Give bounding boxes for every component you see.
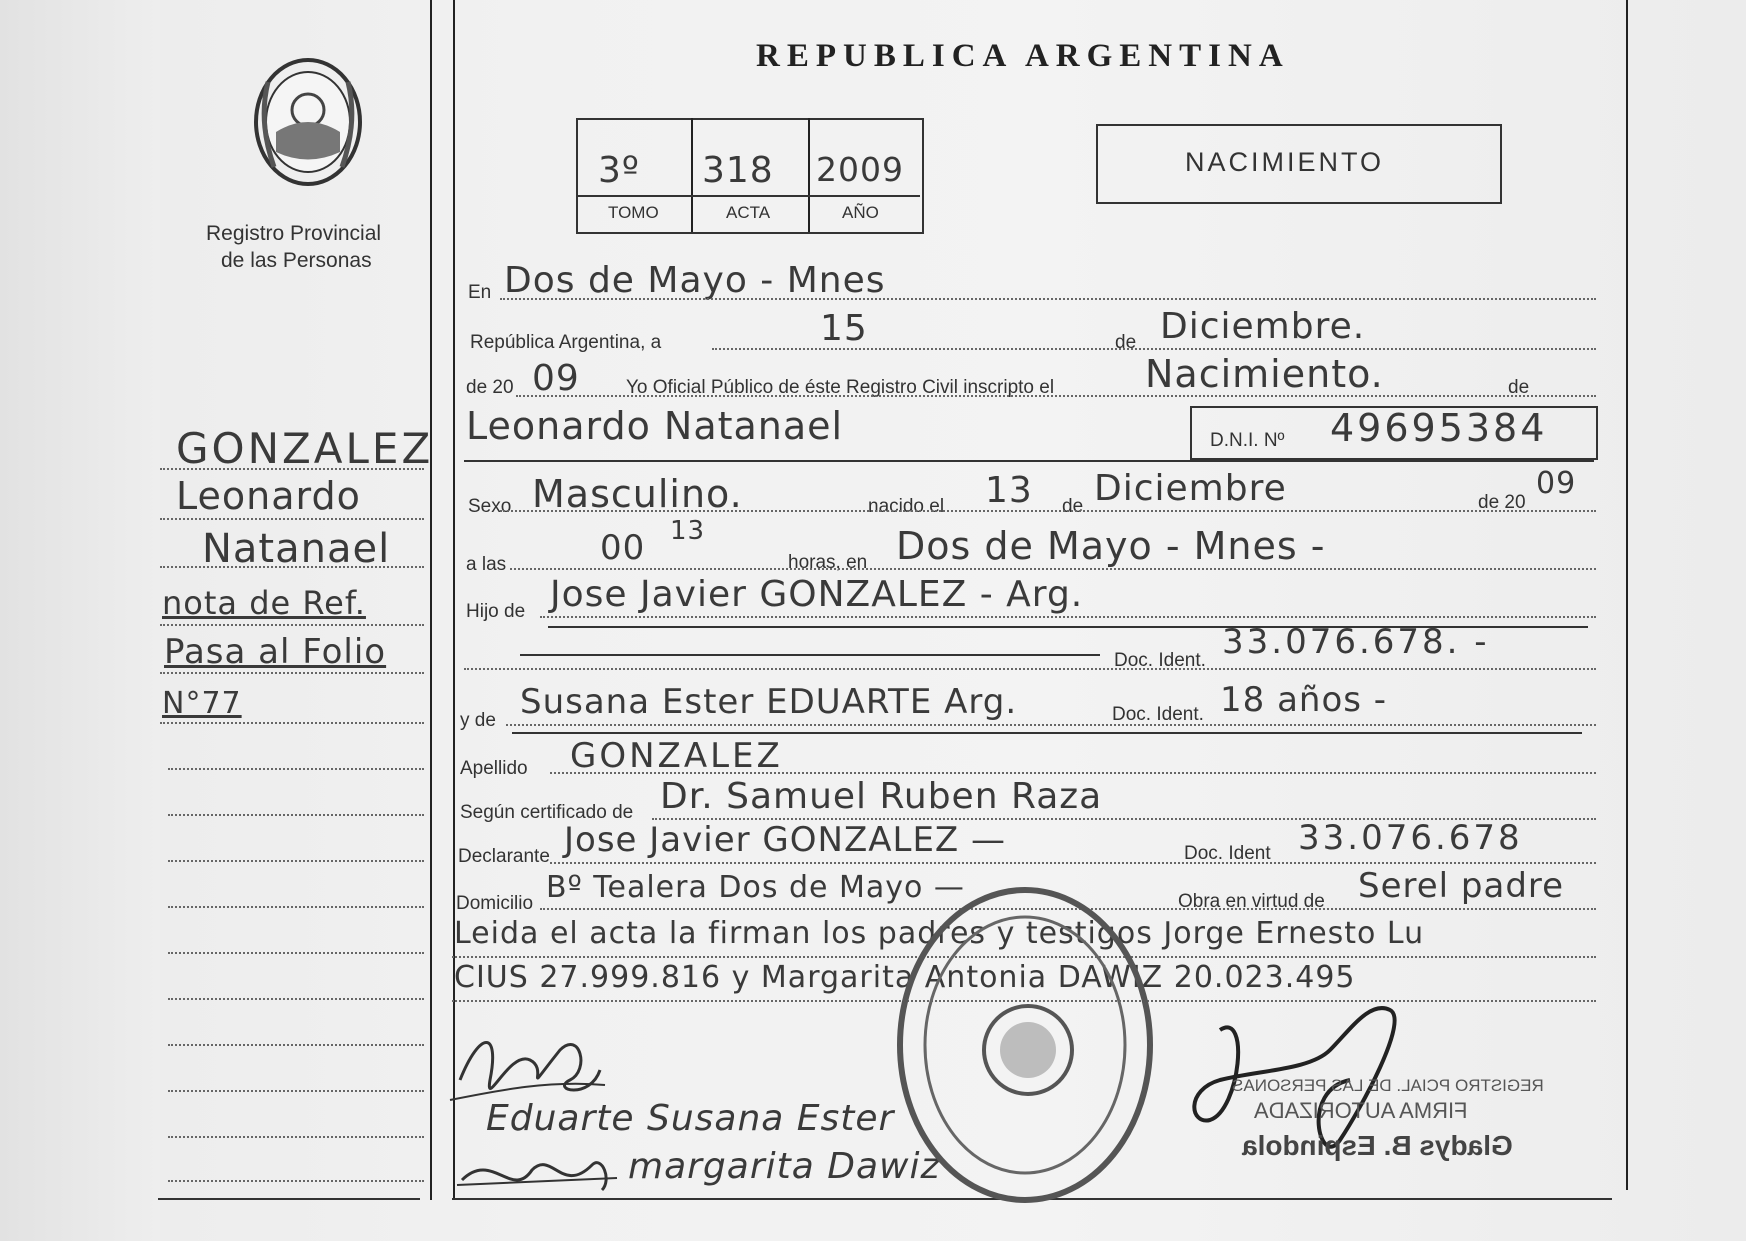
margin-line xyxy=(168,1044,424,1046)
box-divider-1 xyxy=(691,118,693,232)
margin-line xyxy=(160,672,424,674)
margin-line xyxy=(168,1136,424,1138)
signature-mother: Eduarte Susana Ester xyxy=(486,1098,895,1139)
margin-note-surname: GONZALEZ xyxy=(176,424,434,473)
form-line xyxy=(540,616,1596,618)
margin-note-ref: nota de Ref. xyxy=(162,584,366,622)
form-line xyxy=(500,298,1596,300)
right-border xyxy=(1626,0,1628,1190)
anio-label: AÑO xyxy=(842,203,879,222)
registry-line-1: Registro Provincial xyxy=(206,222,382,245)
form-line xyxy=(712,348,1596,350)
apellido-value: GONZALEZ xyxy=(570,736,783,776)
tomo-value: 3º xyxy=(598,150,640,191)
doc-ident-label-2: Doc. Ident. xyxy=(1112,704,1204,725)
alas-sup: 13 xyxy=(670,516,706,546)
declarante-value: Jose Javier GONZALEZ — xyxy=(564,820,1007,860)
margin-line xyxy=(168,1090,424,1092)
form-line xyxy=(516,395,1596,397)
country-title: REPUBLICA ARGENTINA xyxy=(756,38,1290,74)
father-doc: 33.076.678. - xyxy=(1222,622,1490,662)
hijo-label: Hijo de xyxy=(466,601,526,622)
margin-note-name2: Natanael xyxy=(202,526,391,572)
doc-ident-label-3: Doc. Ident xyxy=(1184,843,1271,864)
form-line xyxy=(500,510,1596,512)
oficial-text: Yo Oficial Público de éste Registro Civil inscripto el xyxy=(626,377,1055,398)
nacido-day: 13 xyxy=(985,470,1033,511)
alas-value: 00 xyxy=(600,528,646,568)
firma-stamp-line1: FIRMA AUTORIZADA xyxy=(1254,1098,1468,1123)
cius-text: CIUS 27.999.816 y Margarita Antonia DAWIZ 20.023.495 xyxy=(454,960,1356,995)
firma-stamp-line2: REGISTRO PCIAL. DE LAS PERSONAS xyxy=(1232,1076,1544,1095)
registry-line-2: de las Personas xyxy=(221,249,372,272)
margin-line xyxy=(160,722,424,724)
domicilio-label: Domicilio xyxy=(456,893,534,914)
child-name: Leonardo Natanael xyxy=(466,404,844,448)
margin-line xyxy=(160,624,424,626)
yde-label: y de xyxy=(460,710,496,731)
nacido-year-prefix: de 20 xyxy=(1478,492,1526,513)
declarante-doc: 33.076.678 xyxy=(1298,818,1523,858)
form-line xyxy=(506,724,1596,726)
place-value: Dos de Mayo - Mnes - xyxy=(896,524,1326,568)
firma-stamp-line3: Gladys B. Espindola xyxy=(1242,1130,1513,1161)
margin-line xyxy=(168,952,424,954)
nacido-de: de xyxy=(1062,496,1084,517)
tomo-label: TOMO xyxy=(608,203,659,222)
horas-label: horas, en xyxy=(788,552,868,573)
acta-value: 318 xyxy=(702,150,774,191)
obra-value: Serel padre xyxy=(1358,866,1565,906)
margin-note-folio: Pasa al Folio xyxy=(164,632,387,672)
nacido-year: 09 xyxy=(1536,466,1577,501)
republica-label: República Argentina, a xyxy=(470,332,662,353)
sexo-label: Sexo xyxy=(468,496,512,517)
margin-line xyxy=(168,1180,424,1182)
form-line xyxy=(550,862,1596,864)
margin-bottom-line xyxy=(158,1198,420,1200)
official-round-stamp xyxy=(890,880,1160,1210)
form-line xyxy=(510,568,1596,570)
domicilio-value: Bº Tealera Dos de Mayo — xyxy=(546,870,965,905)
dni-label: D.N.I. Nº xyxy=(1210,430,1285,451)
sexo-value: Masculino. xyxy=(532,472,743,516)
form-solid-line xyxy=(520,654,1100,656)
nacido-month: Diciembre xyxy=(1094,468,1287,509)
dni-value: 49695384 xyxy=(1330,406,1548,450)
form-line xyxy=(550,772,1596,774)
margin-line xyxy=(168,906,424,908)
form-solid-line xyxy=(464,460,1594,462)
margin-line xyxy=(168,860,424,862)
record-type: NACIMIENTO xyxy=(1185,147,1385,177)
segun-label: Según certificado de xyxy=(460,802,634,823)
margin-line xyxy=(168,998,424,1000)
margin-line xyxy=(160,468,424,470)
signature-witness: margarita Dawiz xyxy=(628,1146,941,1187)
left-margin-divider xyxy=(430,0,432,1200)
en-value: Dos de Mayo - Mnes xyxy=(504,260,886,301)
acta-label: ACTA xyxy=(726,203,771,222)
year-value: 09 xyxy=(532,358,580,399)
box-divider-2 xyxy=(808,118,810,232)
father-value: Jose Javier GONZALEZ - Arg. xyxy=(550,574,1084,615)
de-label-2: de xyxy=(1508,377,1530,398)
margin-line xyxy=(160,518,424,520)
month-value: Diciembre. xyxy=(1160,306,1366,347)
box-label-line xyxy=(578,195,920,197)
de-label: de xyxy=(1115,332,1137,353)
doc-ident-label: Doc. Ident. xyxy=(1114,650,1206,671)
province-seal-logo xyxy=(238,52,378,192)
obra-label: Obra en virtud de xyxy=(1178,891,1325,912)
leida-text: Leida el acta la firman los padres y testigos Jorge Ernesto Lu xyxy=(454,916,1425,951)
alas-label: a las xyxy=(466,554,507,575)
apellido-label: Apellido xyxy=(460,758,528,779)
mother-doc: 18 años - xyxy=(1220,680,1388,720)
margin-line xyxy=(168,768,424,770)
margin-line xyxy=(160,566,424,568)
en-label: En xyxy=(468,282,492,303)
anio-value: 2009 xyxy=(816,150,904,189)
form-line xyxy=(464,668,1596,670)
segun-value: Dr. Samuel Ruben Raza xyxy=(660,776,1103,817)
nacido-label: nacido el xyxy=(868,496,945,517)
year-prefix: de 20 xyxy=(466,377,514,398)
inscripto-value: Nacimiento. xyxy=(1145,352,1384,396)
margin-line xyxy=(168,814,424,816)
day-value: 15 xyxy=(820,308,868,349)
mother-value: Susana Ester EDUARTE Arg. xyxy=(520,682,1018,722)
left-binding-area xyxy=(0,0,160,1241)
form-solid-line xyxy=(512,732,1582,734)
margin-note-name1: Leonardo xyxy=(176,474,361,518)
declarante-label: Declarante xyxy=(458,846,550,867)
margin-note-number: N°77 xyxy=(162,686,242,721)
